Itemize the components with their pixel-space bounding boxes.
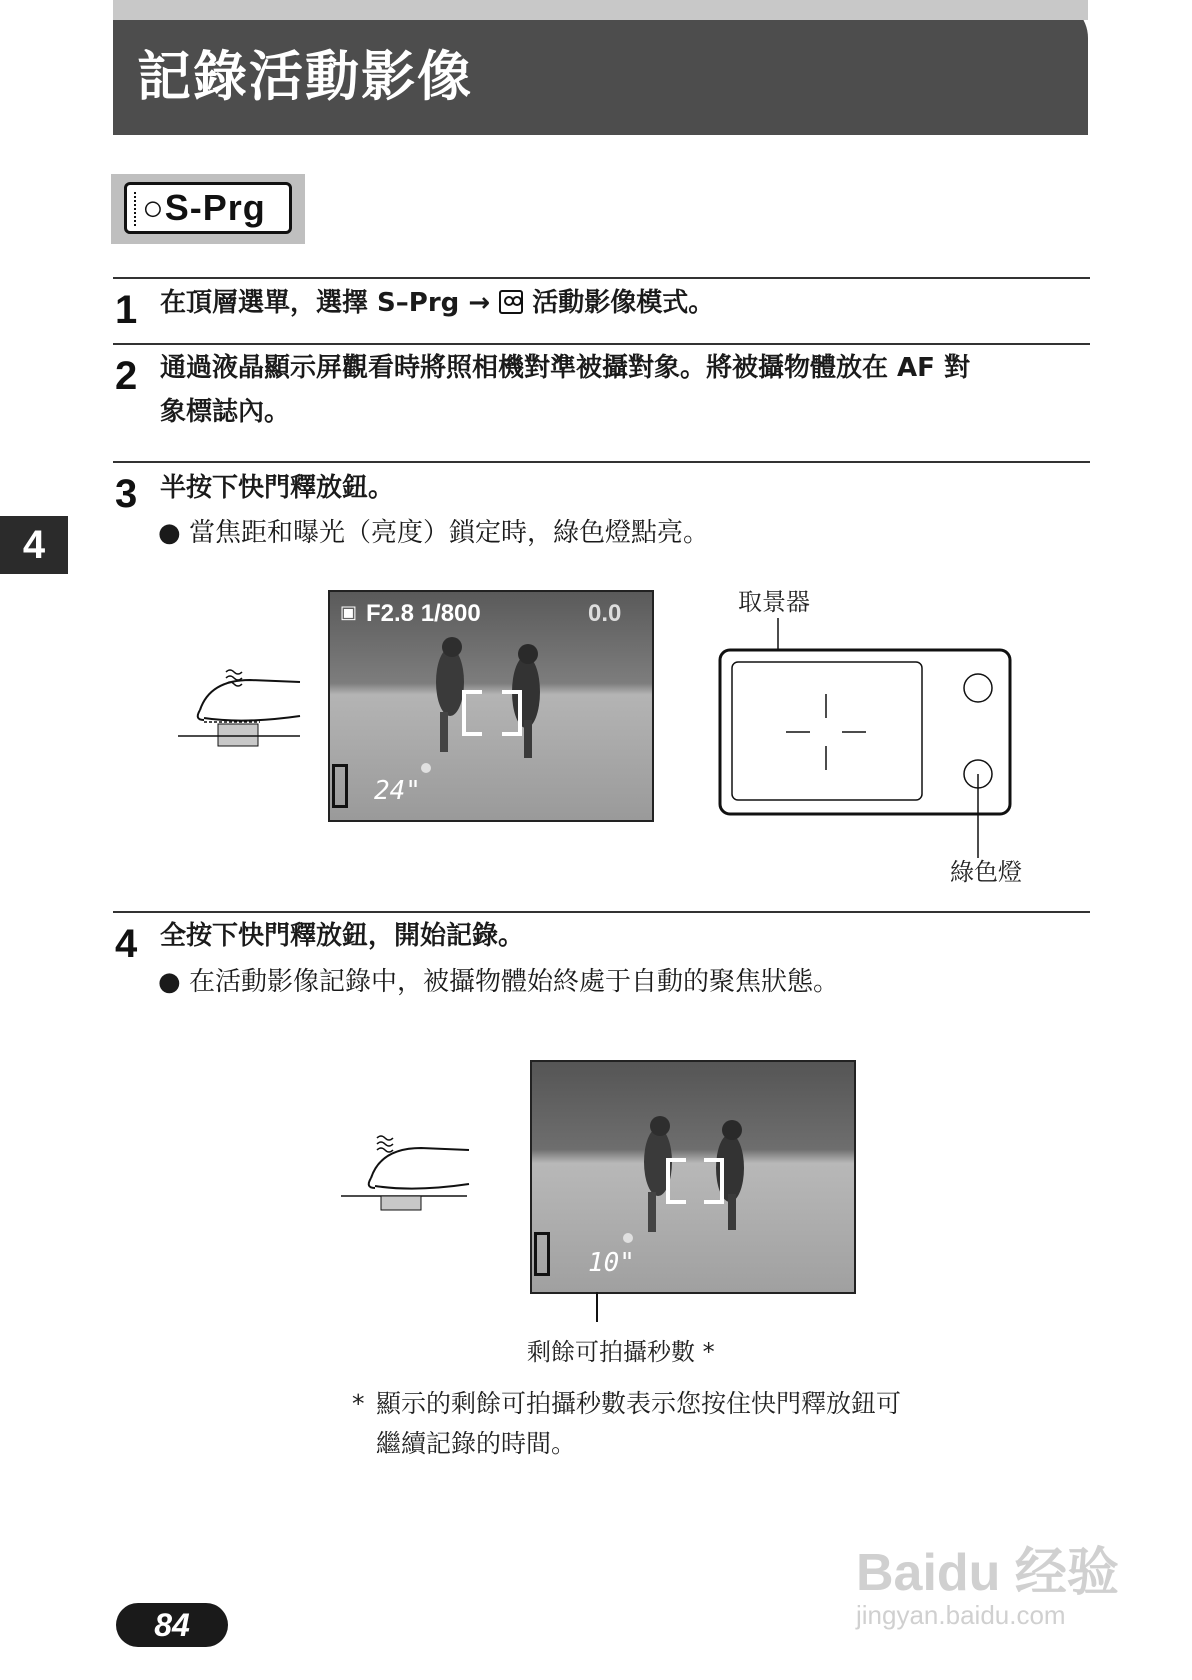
chapter-tab: 4 <box>0 516 68 574</box>
footnote-line: 顯示的剩餘可拍攝秒數表示您按住快門釋放鈕可 <box>376 1389 902 1418</box>
page-title: 記錄活動影像 <box>137 45 473 108</box>
lcd-exposure: 0.0 <box>588 600 622 627</box>
divider <box>113 911 1090 913</box>
remaining-seconds-label: 剩餘可拍攝秒數 * <box>527 1338 715 1366</box>
watermark-logo: Baidu 经验 <box>856 1544 1119 1602</box>
lcd-recording-photo <box>530 1060 856 1294</box>
lcd-remaining-seconds: 10" <box>588 1248 635 1278</box>
callout-line <box>596 1292 598 1322</box>
step-text: 半按下快門釋放鈕。 <box>160 473 395 503</box>
half-press-finger-illustration <box>170 660 310 760</box>
battery-icon <box>332 764 348 808</box>
green-lamp-label: 綠色燈 <box>950 858 1022 886</box>
step-number: 2 <box>115 354 138 398</box>
step-number: 4 <box>115 922 138 966</box>
step-number: 1 <box>115 288 138 332</box>
movie-mode-icon <box>499 290 523 314</box>
mode-badge-label: ○S-Prg <box>142 187 266 228</box>
footnote-marker: * <box>352 1389 365 1418</box>
soccer-players-photo <box>532 1062 854 1292</box>
watermark-url: jingyan.baidu.com <box>856 1600 1066 1630</box>
lcd-aperture-shutter: F2.8 1/800 <box>366 600 481 627</box>
movie-indicator-icon: ▣ <box>340 602 358 623</box>
step-text: 通過液晶顯示屏觀看時將照相機對準被攝對象。將被攝物體放在 AF 對 <box>160 353 970 383</box>
bullet-item: ● 在活動影像記錄中，被攝物體始終處于自動的聚焦狀態。 <box>158 967 839 997</box>
footnote-line: 繼續記錄的時間。 <box>376 1429 577 1458</box>
step-text: 在頂層選單，選擇 S–Prg → 活動影像模式。 <box>160 288 715 318</box>
divider <box>113 277 1090 279</box>
page-number: 84 <box>154 1607 190 1643</box>
af-target-left-bracket <box>666 1158 686 1204</box>
lcd-screen-photo <box>328 590 654 822</box>
step-text: 全按下快門釋放鈕，開始記錄。 <box>160 921 525 951</box>
full-press-finger-illustration <box>335 1130 475 1220</box>
header-top-stripe <box>113 0 1088 20</box>
battery-icon <box>534 1232 550 1276</box>
step-number: 3 <box>115 472 138 516</box>
viewfinder-diagram <box>716 618 1016 878</box>
bullet-item: ● 當焦距和曝光（亮度）鎖定時，綠色燈點亮。 <box>158 518 709 548</box>
af-target-left-bracket <box>462 690 482 736</box>
mode-dial-notch-icon <box>124 192 136 226</box>
af-target-right-bracket <box>502 690 522 736</box>
lcd-remaining-seconds: 24" <box>374 776 421 806</box>
divider <box>113 461 1090 463</box>
viewfinder-label: 取景器 <box>738 588 810 616</box>
divider <box>113 343 1090 345</box>
step-text-continued: 象標誌內。 <box>160 397 291 427</box>
af-target-right-bracket <box>704 1158 724 1204</box>
